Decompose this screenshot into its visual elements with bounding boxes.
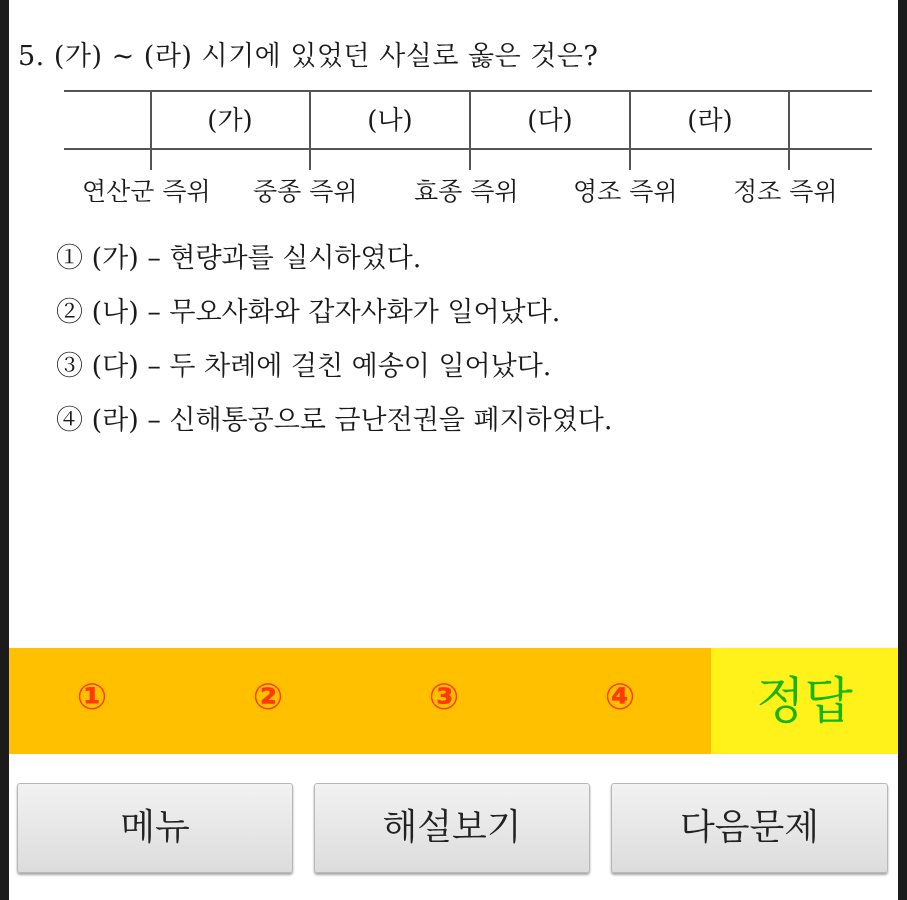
next-question-button[interactable]: 다음문제 <box>611 783 888 873</box>
event-label: 연산군 즉위 <box>82 177 211 206</box>
period-na: (나) <box>367 106 413 136</box>
option-2: ② (나) – 무오사화와 갑자사화가 일어났다. <box>56 297 561 328</box>
event-label: 효종 즉위 <box>414 177 519 206</box>
timeline-top-line <box>64 90 872 92</box>
answer-button-4[interactable]: ④ <box>604 677 636 718</box>
answer-button-2[interactable]: ② <box>252 677 284 718</box>
answer-button-1[interactable]: ① <box>76 677 108 718</box>
menu-button[interactable]: 메뉴 <box>17 783 293 873</box>
option-4: ④ (라) – 신해통공으로 금난전권을 폐지하였다. <box>56 405 613 436</box>
event-label: 정조 즉위 <box>733 177 838 206</box>
answer-button-3[interactable]: ③ <box>428 677 460 718</box>
explanation-button[interactable]: 해설보기 <box>314 783 590 873</box>
option-3: ③ (다) – 두 차례에 걸친 예송이 일어났다. <box>56 351 552 382</box>
event-label: 영조 즉위 <box>573 177 678 206</box>
period-ra: (라) <box>687 106 733 136</box>
period-da: (다) <box>527 106 573 136</box>
timeline-bottom-line <box>64 148 872 150</box>
check-answer-button[interactable]: 정답 <box>711 648 898 754</box>
event-label: 중종 즉위 <box>253 177 358 206</box>
question-text: 5. (가) ~ (라) 시기에 있었던 사실로 옳은 것은? <box>18 41 599 72</box>
option-1: ① (가) – 현량과를 실시하였다. <box>56 243 422 274</box>
period-ga: (가) <box>207 106 253 136</box>
